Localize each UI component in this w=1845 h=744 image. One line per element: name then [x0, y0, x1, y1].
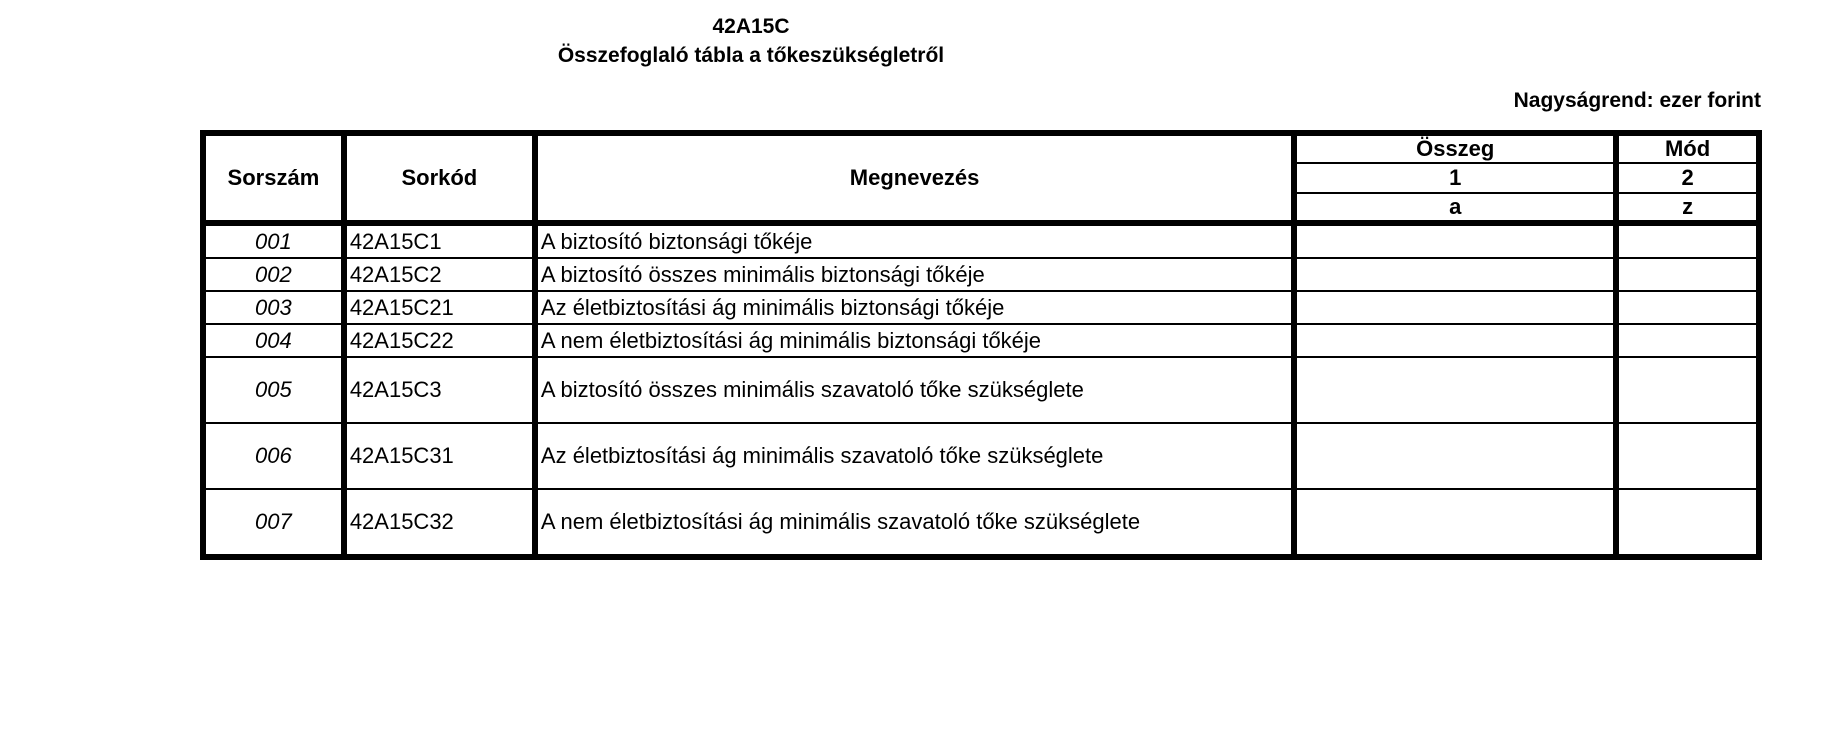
mode-cell[interactable]: [1616, 291, 1759, 324]
table-row: [203, 324, 1759, 357]
header-mod: Mód: [1616, 133, 1759, 163]
row-code: 42A15C32: [344, 489, 535, 557]
row-name: A biztosító összes minimális biztonsági tőkéje: [535, 258, 1294, 291]
amount-cell[interactable]: [1294, 324, 1616, 357]
amount-cell[interactable]: [1294, 423, 1616, 489]
table-row: [203, 357, 1759, 423]
amount-cell[interactable]: [1294, 357, 1616, 423]
header-mod-number: 2: [1616, 163, 1759, 193]
header-megnevezes: Megnevezés: [535, 133, 1294, 223]
unit-label: Nagyságrend: ezer forint: [1513, 89, 1761, 112]
page-title: Összefoglaló tábla a tőkeszükségletről: [557, 44, 945, 67]
mode-cell[interactable]: [1616, 324, 1759, 357]
row-code: 42A15C2: [344, 258, 535, 291]
header-osszeg-number: 1: [1294, 163, 1616, 193]
summary-table: [200, 130, 1762, 560]
header-osszeg-type: a: [1294, 193, 1616, 223]
row-code: 42A15C22: [344, 324, 535, 357]
header-osszeg: Összeg: [1294, 133, 1616, 163]
amount-cell[interactable]: [1294, 258, 1616, 291]
mode-cell[interactable]: [1616, 357, 1759, 423]
row-seq: 006: [203, 423, 344, 489]
table-row: [203, 258, 1759, 291]
row-name: Az életbiztosítási ág minimális biztonsági tőkéje: [535, 291, 1294, 324]
mode-cell[interactable]: [1616, 489, 1759, 557]
form-code: 42A15C: [712, 15, 790, 38]
table-row: [203, 423, 1759, 489]
table-row: [203, 489, 1759, 557]
row-code: 42A15C3: [344, 357, 535, 423]
header-sorszam: Sorszám: [203, 133, 344, 223]
amount-cell[interactable]: [1294, 223, 1616, 258]
header-sorkod: Sorkód: [344, 133, 535, 223]
mode-cell[interactable]: [1616, 223, 1759, 258]
row-seq: 005: [203, 357, 344, 423]
amount-cell[interactable]: [1294, 489, 1616, 557]
row-code: 42A15C31: [344, 423, 535, 489]
mode-cell[interactable]: [1616, 423, 1759, 489]
header-mod-type: z: [1616, 193, 1759, 223]
row-name: A nem életbiztosítási ág minimális szavatoló tőke szükséglete: [535, 489, 1294, 557]
amount-cell[interactable]: [1294, 291, 1616, 324]
row-seq: 003: [203, 291, 344, 324]
row-seq: 001: [203, 223, 344, 258]
table-row: [203, 291, 1759, 324]
row-name: A biztosító biztonsági tőkéje: [535, 223, 1294, 258]
row-name: A biztosító összes minimális szavatoló tőke szükséglete: [535, 357, 1294, 423]
table-row: [203, 223, 1759, 258]
row-name: Az életbiztosítási ág minimális szavatoló tőke szükséglete: [535, 423, 1294, 489]
row-code: 42A15C1: [344, 223, 535, 258]
row-seq: 007: [203, 489, 344, 557]
mode-cell[interactable]: [1616, 258, 1759, 291]
row-code: 42A15C21: [344, 291, 535, 324]
row-seq: 004: [203, 324, 344, 357]
row-seq: 002: [203, 258, 344, 291]
row-name: A nem életbiztosítási ág minimális biztonsági tőkéje: [535, 324, 1294, 357]
